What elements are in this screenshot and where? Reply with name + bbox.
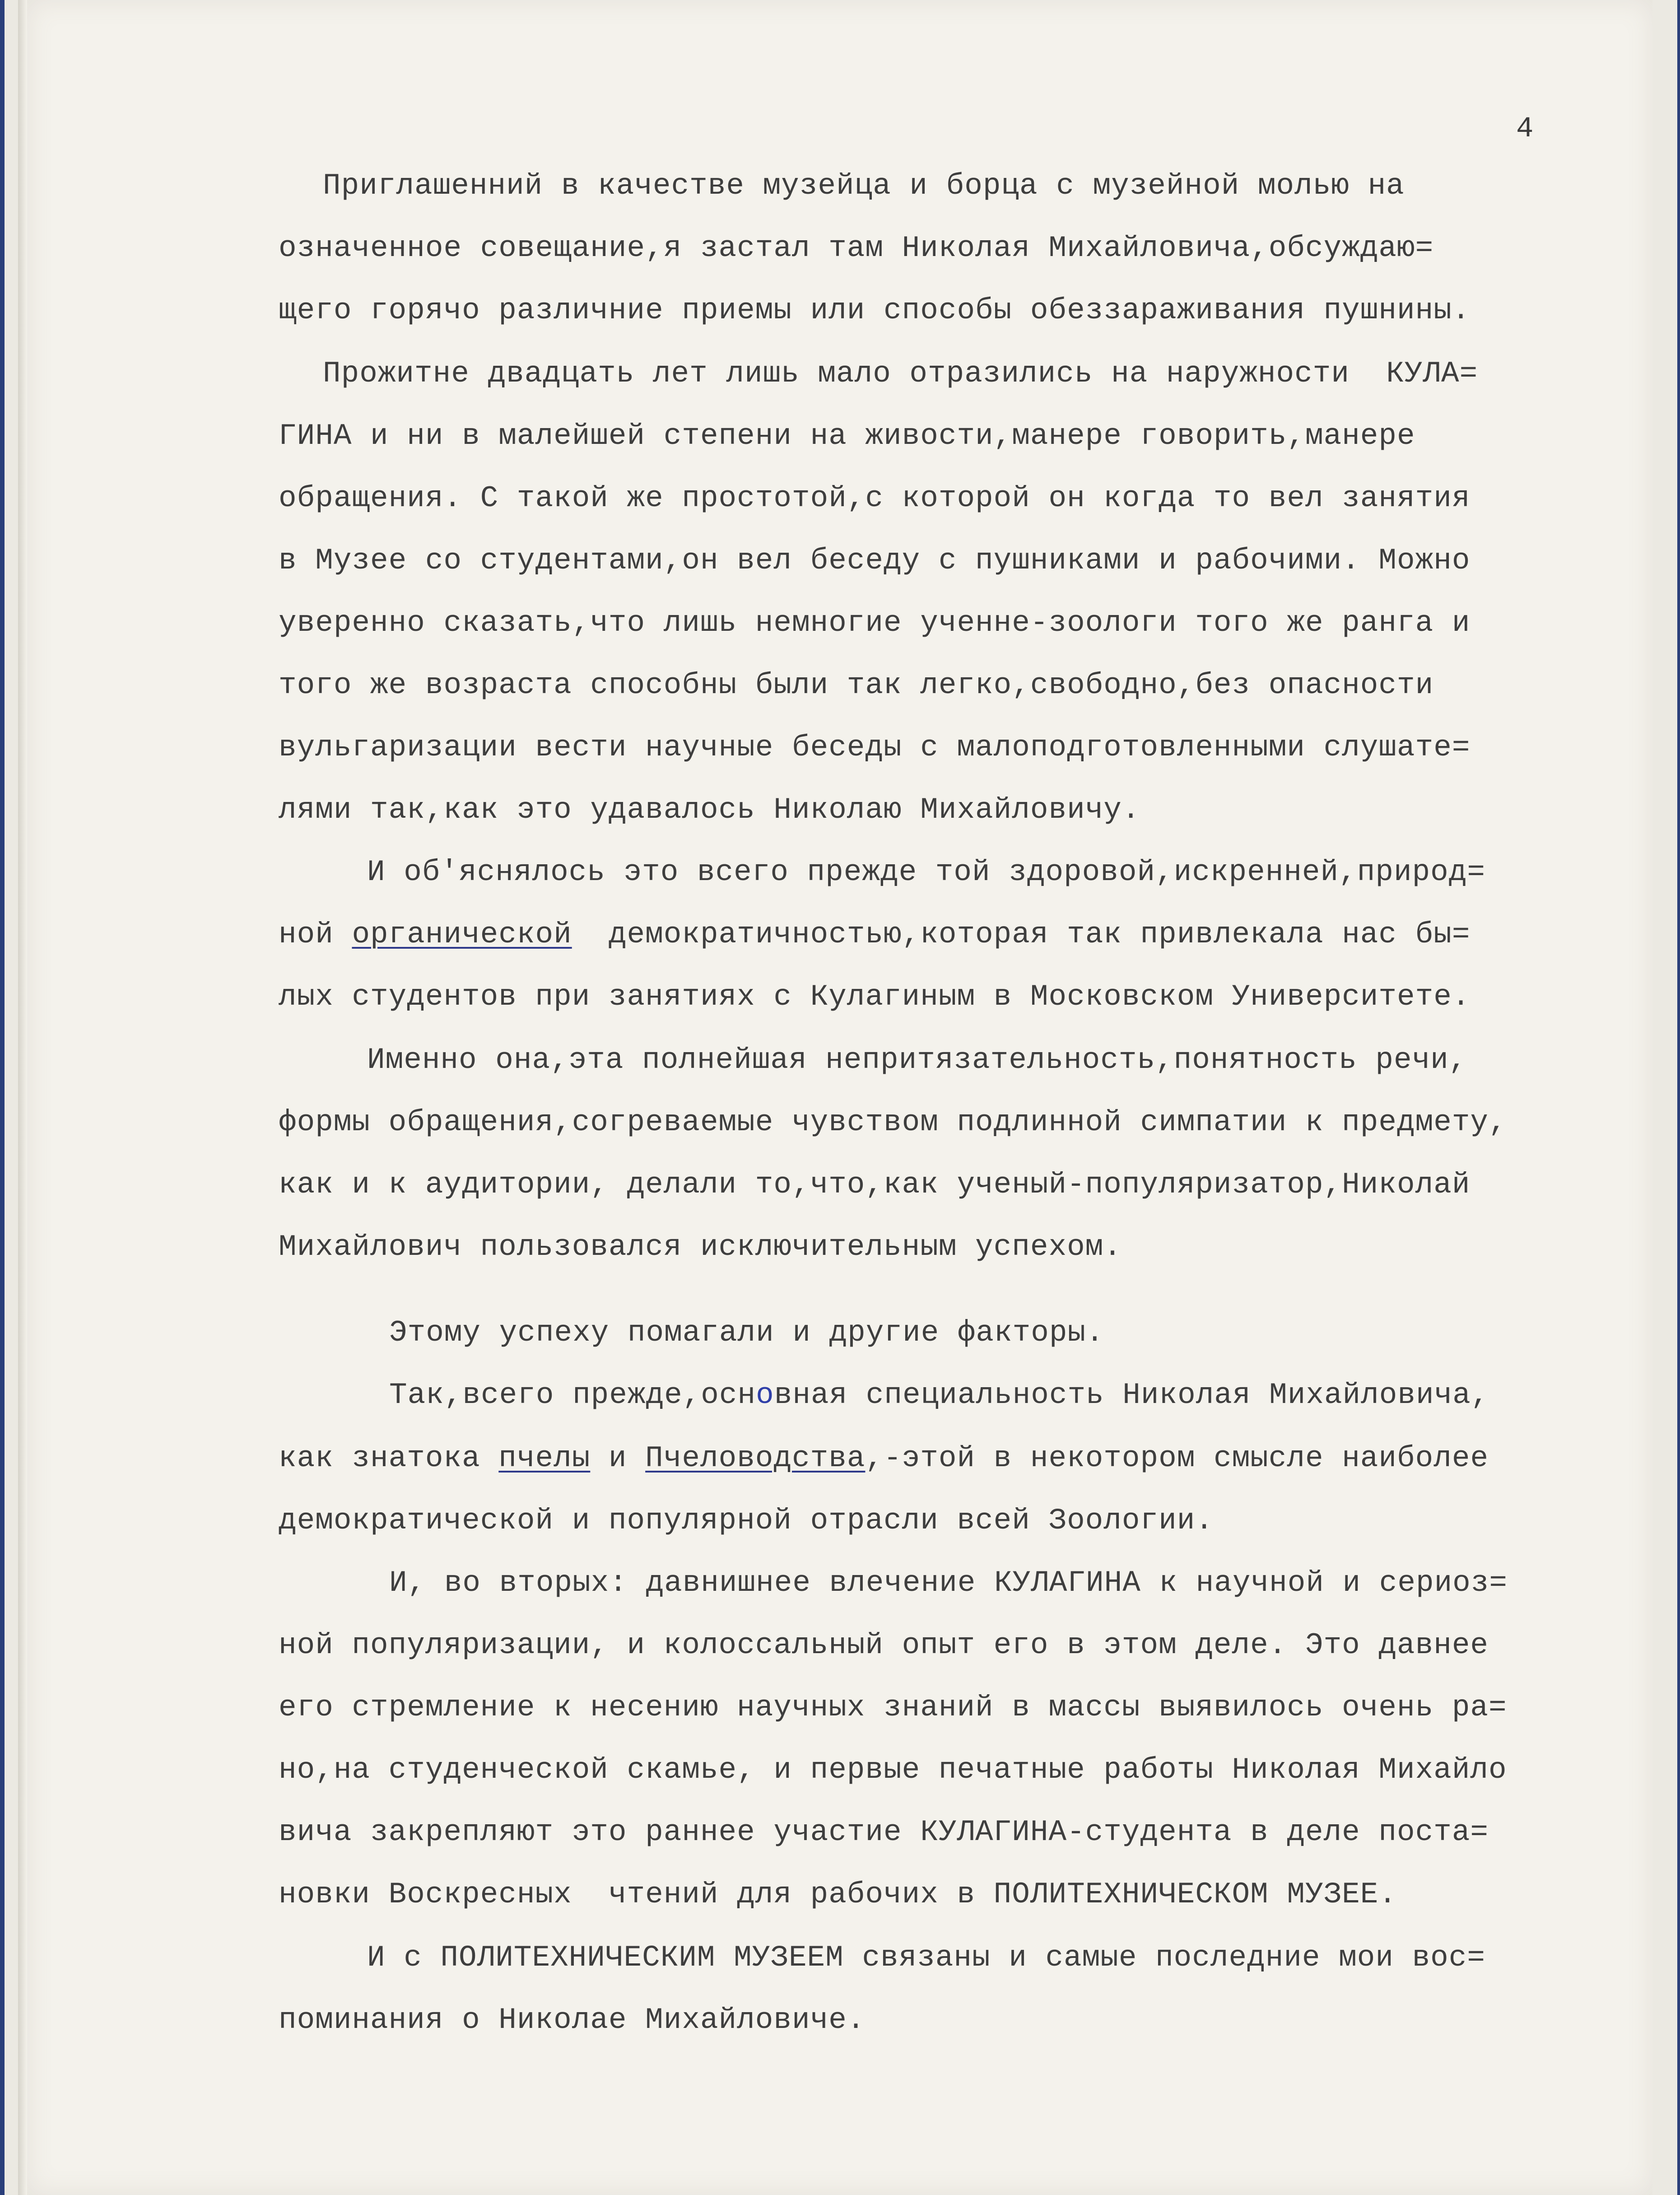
text-line: лями так,как это удавалось Николаю Михайловичу. (279, 793, 1140, 827)
emphasized-phrase: Пчеловодства (645, 1441, 866, 1475)
text-line: щего горячо различние приемы или способы обеззараживания пушнины. (279, 294, 1471, 327)
text-line: ной популяризации, и колоссальный опыт его в этом деле. Это давнее (279, 1628, 1489, 1662)
text-line: поминания о Николае Михайловиче. (279, 2003, 866, 2037)
text-line-blue (389, 1377, 1489, 1413)
emphasized-phrase: пчелы (498, 1441, 591, 1475)
typewritten-page (27, 0, 1652, 2195)
text-line: его стремление к несению научных знаний в массы выявилось очень ра= (279, 1691, 1507, 1724)
text-line: Михайлович пользовался исключительным успехом. (279, 1230, 1122, 1264)
text-line: И с ПОЛИТЕХНИЧЕСКИМ МУЗЕЕМ связаны и самые последние мои вос= (367, 1941, 1485, 1975)
page-number: 4 (1516, 113, 1534, 145)
handwritten-correction: о (756, 1378, 774, 1412)
text-line: И, во вторых: давнишнее влечение КУЛАГИНА к научной и сериоз= (389, 1566, 1508, 1600)
text-line: но,на студенческой скамье, и первые печатные работы Николая Михайло (279, 1753, 1507, 1787)
text-line: Приглашенний в качестве музейца и борца с музейной молью на (323, 169, 1405, 203)
underlined-phrase-line: ной органической демократичностью,которая так привлекала нас бы= (279, 918, 1471, 951)
text-line: того же возраста способны были так легко,свободно,без опасности (279, 668, 1434, 702)
text-line: как и к аудитории, делали то,что,как ученый-популяризатор,Николай (279, 1168, 1471, 1202)
text-line: означенное совещание,я застал там Николая Михайловича,обсуждаю= (279, 231, 1434, 265)
text-line: демократической и популярной отрасли всей Зоологии. (279, 1504, 1214, 1538)
emphasized-phrase: органической (352, 918, 572, 951)
corrected-line: Так,всего прежде,основная специальность Николая Михайловича, (389, 1378, 1489, 1412)
text-line: Этому успеху помагали и другие факторы. (389, 1316, 1104, 1350)
text-line: вульгаризации вести научные беседы с малоподготовленными слушате= (279, 731, 1471, 764)
text-line-underlined (279, 917, 1470, 953)
text-line: ГИНА и ни в малейшей степени на живости,манере говорить,манере (279, 419, 1415, 453)
text-line: формы обращения,согреваемые чувством подлинной симпатии к предмету, (279, 1105, 1507, 1139)
text-line: И об'яснялось это всего прежде той здоровой,искренней,природ= (367, 855, 1485, 889)
text-line: обращения. С такой же простотой,с которой он когда то вел занятия (279, 481, 1471, 515)
text-line: Именно она,эта полнейшая непритязательность,понятность речи, (367, 1043, 1467, 1077)
text-line-underlined (279, 1440, 1489, 1477)
text-line: Прожитне двадцать лет лишь мало отразились на наружности КУЛА= (323, 357, 1478, 391)
text-line: лых студентов при занятиях с Кулагиным в Московском Университете. (279, 980, 1471, 1014)
text-line: новки Воскресных чтений для рабочих в ПОЛИТЕХНИЧЕСКОМ МУЗЕЕ. (279, 1878, 1397, 1911)
underlined-phrase-line: как знатока пчелы и Пчеловодства,-этой в некотором смысле наиболее (279, 1441, 1489, 1475)
text-line: вича закрепляют это раннее участие КУЛАГИНА-студента в деле поста= (279, 1815, 1489, 1849)
text-line: уверенно сказать,что лишь немногие ученне-зоологи того же ранга и (279, 606, 1471, 640)
text-line: в Музее со студентами,он вел беседу с пушниками и рабочими. Можно (279, 544, 1471, 578)
